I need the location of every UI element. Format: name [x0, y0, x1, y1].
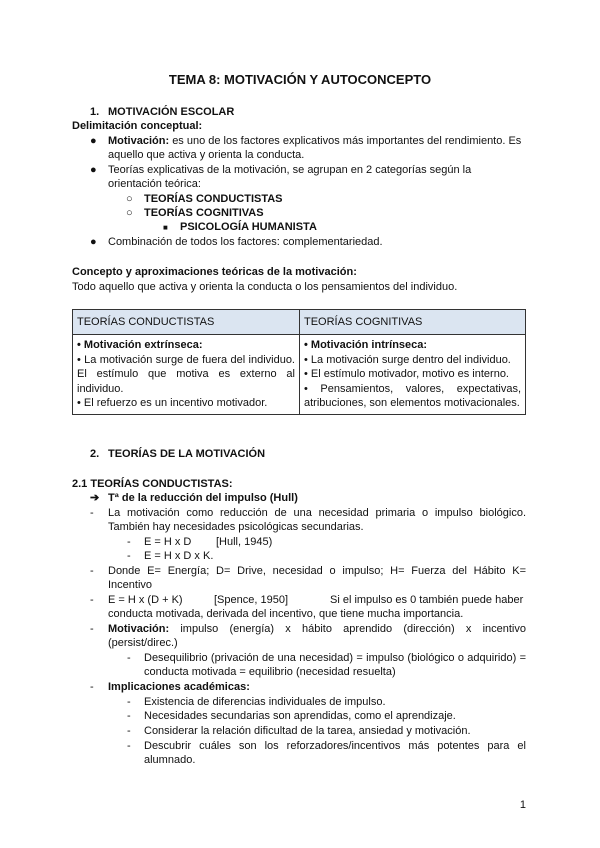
cell-line: • El estímulo motivador, motivo es interno. [304, 368, 509, 380]
implicacion-item: Necesidades secundarias son aprendidas, como el aprendizaje. [144, 710, 456, 722]
dash-bullet: - [127, 696, 131, 708]
bullet-combinacion: Combinación de todos los factores: complementariedad. [108, 236, 383, 248]
motivacion-formula-text: impulso (energía) x hábito aprendido (dirección) x incentivo [180, 623, 526, 635]
formula-hull-ref: [Hull, 1945) [216, 536, 273, 548]
spence-text: Si el impulso es 0 también puede haber [330, 594, 524, 606]
bullet-motivacion-line2: aquello que activa y orienta la conducta. [108, 149, 305, 161]
bullet-motivacion-label: Motivación: [108, 135, 170, 147]
cell-line: • La motivación surge de fuera del individuo. El estímulo que motiva es externo al individuo. [77, 353, 295, 395]
implicaciones-heading: Implicaciones académicas: [108, 681, 250, 693]
hull-theory-heading: Tª de la reducción del impulso (Hull) [108, 492, 298, 504]
implicacion-item: Existencia de diferencias individuales de impulso. [144, 696, 386, 708]
desequilibrio-line1: Desequilibrio (privación de una necesidad) = impulso (biológico o adquirido) = [144, 652, 526, 664]
concept-heading: Concepto y aproximaciones teóricas de la motivación: [72, 266, 357, 278]
dash-bullet: - [127, 740, 131, 752]
bullet-dot-icon: ● [90, 135, 97, 147]
section-2-1-heading: 2.1 TEORÍAS CONDUCTISTAS: [72, 478, 233, 490]
cell-title-intrinseca: • Motivación intrínseca: [304, 339, 428, 351]
formula-hull: E = H x D [144, 536, 192, 548]
section-2-number: 2. [90, 448, 100, 460]
sub-item-cognitivas: TEORÍAS COGNITIVAS [144, 207, 264, 219]
dash-bullet: - [127, 536, 131, 548]
sub-sub-item-humanista: PSICOLOGÍA HUMANISTA [180, 221, 317, 233]
square-bullet-icon: ■ [163, 223, 168, 232]
section-1-heading: MOTIVACIÓN ESCOLAR [108, 106, 235, 118]
bullet-dot-icon: ● [90, 236, 97, 248]
formula-spence-ref: [Spence, 1950] [214, 594, 289, 606]
subheading-delimitacion: Delimitación conceptual: [72, 120, 203, 132]
bullet-dot-icon: ● [90, 164, 97, 176]
dash-bullet: - [90, 507, 94, 519]
cell-line: • La motivación surge dentro del individuo. [304, 353, 511, 366]
table-cell-conductistas [73, 335, 300, 415]
motivacion-formula-label: Motivación: [108, 623, 170, 635]
bullet-teorias-line2: orientación teórica: [108, 178, 201, 190]
dash-bullet: - [90, 565, 94, 577]
page-title: TEMA 8: MOTIVACIÓN Y AUTOCONCEPTO [168, 72, 432, 87]
sub-item-conductistas: TEORÍAS CONDUCTISTAS [144, 193, 283, 205]
hull-desc-line1: La motivación como reducción de una necesidad primaria o impulso biológico. [108, 507, 526, 519]
section-1-number: 1. [90, 106, 100, 118]
dash-bullet: - [90, 594, 94, 606]
hull-desc-line2: También hay necesidades psicológicas secundarias. [108, 521, 364, 533]
dash-bullet: - [127, 652, 131, 664]
cell-line: • Pensamientos, valores, expectativas, atribuciones, son elementos motivacionales. [304, 382, 521, 409]
motivacion-formula-line1 [108, 622, 526, 637]
desequilibrio-line2: conducta motivada = equilibrio (necesidad resuelta) [144, 666, 396, 678]
dash-bullet: - [127, 710, 131, 722]
bullet-motivacion [108, 134, 526, 149]
implicacion-item: Descubrir cuáles son los reforzadores/incentivos más potentes para el [144, 740, 526, 752]
formula-hull-k: E = H x D x K. [144, 550, 214, 562]
table-header-cognitivas: TEORÍAS COGNITIVAS [300, 310, 526, 335]
table-cell-cognitivas [300, 335, 526, 415]
definitions-line1: Donde E= Energía; D= Drive, necesidad o impulso; H= Fuerza del Hábito K= [108, 565, 526, 577]
section-2-heading: TEORÍAS DE LA MOTIVACIÓN [108, 448, 266, 460]
table-row [73, 335, 526, 415]
implicacion-item: Considerar la relación dificultad de la tarea, ansiedad y motivación. [144, 725, 471, 737]
formula-spence: E = H x (D + K) [108, 594, 183, 606]
motivacion-formula-line2: (persist/direc.) [108, 637, 178, 649]
arrow-right-icon: ➔ [90, 492, 100, 504]
dash-bullet: - [127, 725, 131, 737]
bullet-teorias-line1: Teorías explicativas de la motivación, se agrupan en 2 categorías según la [108, 164, 472, 176]
cell-title-extrinseca: • Motivación extrínseca: [77, 339, 203, 351]
dash-bullet: - [90, 623, 94, 635]
comparison-table [72, 309, 526, 415]
bullet-motivacion-text: es uno de los factores explicativos más importantes del rendimiento. Es [172, 135, 522, 147]
concept-text: Todo aquello que activa y orienta la conducta o los pensamientos del individuo. [72, 281, 458, 293]
page-number: 1 [519, 799, 526, 811]
spence-line2: conducta motivada, derivada del incentivo, que tiene mucha importancia. [108, 608, 464, 620]
cell-line: • El refuerzo es un incentivo motivador. [77, 397, 268, 409]
table-header-row [73, 310, 526, 335]
circle-bullet-icon: ○ [126, 207, 133, 219]
implicacion-item-line2: alumnado. [144, 754, 196, 766]
dash-bullet: - [127, 550, 131, 562]
circle-bullet-icon: ○ [126, 193, 133, 205]
dash-bullet: - [90, 681, 94, 693]
definitions-line2: Incentivo [108, 579, 153, 591]
table-header-conductistas: TEORÍAS CONDUCTISTAS [73, 310, 300, 335]
